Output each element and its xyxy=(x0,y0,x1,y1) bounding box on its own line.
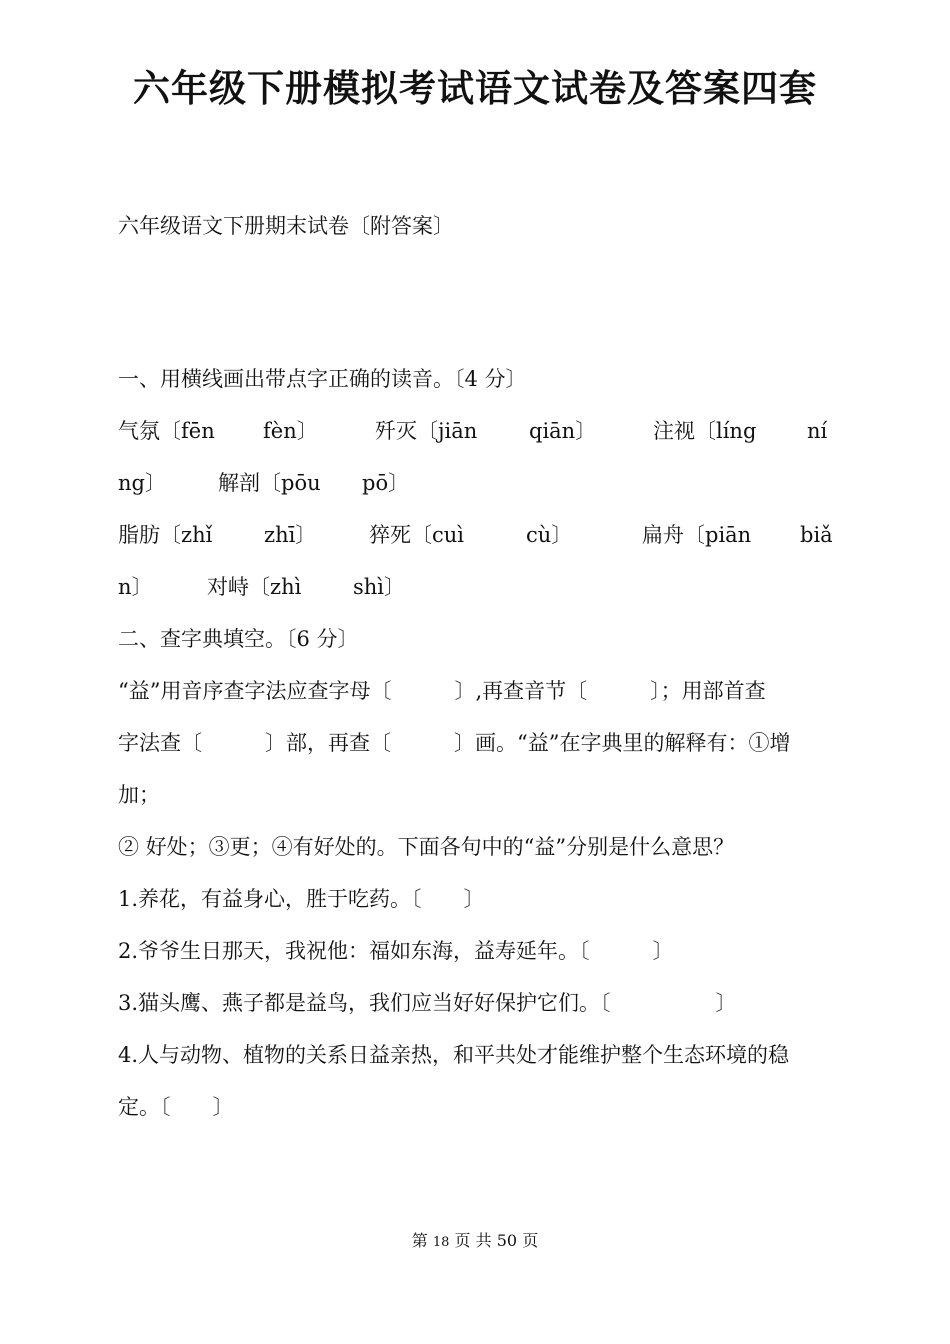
pinyin-option-zhi1: zhī〕 xyxy=(264,523,317,547)
section-1-heading: 一、用横线画出带点字正确的读音。〔4 分〕 xyxy=(118,367,527,391)
question-1: 1.养花，有益身心，胜于吃药。〔 〕 xyxy=(118,887,485,911)
paragraph-line: 加； xyxy=(118,783,160,807)
pinyin-continuation: n〕 xyxy=(118,575,153,599)
pinyin-item-jianmie: 歼灭〔jiān xyxy=(375,419,478,443)
document-subtitle: 六年级语文下册期末试卷〔附答案〕 xyxy=(118,214,454,238)
pinyin-item-zhifang: 脂肪〔zhǐ xyxy=(118,523,213,547)
pinyin-item-zhushi: 注视〔líng xyxy=(653,419,757,443)
question-4: 4.人与动物、植物的关系日益亲热，和平共处才能维护整个生态环境的稳 xyxy=(118,1043,790,1067)
pinyin-item-jiepou: 解剖〔pōu xyxy=(218,471,321,495)
pinyin-item-duizhi: 对峙〔zhì xyxy=(207,575,302,599)
pinyin-item-qifen: 气氛〔fēn xyxy=(118,419,215,443)
pinyin-option-cu: cù〕 xyxy=(526,523,573,547)
page-title: 六年级下册模拟考试语文试卷及答案四套 xyxy=(133,67,817,110)
page-number: 18 xyxy=(432,1235,450,1250)
question-3: 3.猫头鹰、燕子都是益鸟，我们应当好好保护它们。〔 〕 xyxy=(118,991,737,1015)
question-2: 2.爷爷生日那天，我祝他：福如东海，益寿延年。〔 〕 xyxy=(118,939,674,963)
pinyin-row-1 xyxy=(118,414,834,466)
page-total: 50 xyxy=(496,1231,518,1250)
pinyin-option-fen4: fèn〕 xyxy=(263,419,318,443)
pinyin-option-bian: biǎ xyxy=(800,523,833,547)
pinyin-row-3 xyxy=(118,518,834,570)
pinyin-option-qian: qiān〕 xyxy=(529,419,597,443)
section-2-heading: 二、查字典填空。〔6 分〕 xyxy=(118,627,359,651)
footer-prefix: 第 xyxy=(411,1231,428,1250)
question-4-continued: 定。〔 〕 xyxy=(118,1095,234,1119)
page-footer xyxy=(0,1228,950,1251)
paragraph-line: ② 好处；③更；④有好处的。下面各句中的“益”分别是什么意思？ xyxy=(118,835,735,859)
pinyin-option-ning: ní xyxy=(807,419,828,443)
pinyin-item-bianzhou: 扁舟〔piān xyxy=(642,523,752,547)
pinyin-item-cusi: 猝死〔cuì xyxy=(369,523,465,547)
paragraph-line: 字法查〔 〕部，再查〔 〕画。“益”在字典里的解释有：①增 xyxy=(118,731,791,755)
pinyin-continuation: ng〕 xyxy=(118,471,166,495)
footer-middle: 页 共 xyxy=(454,1231,492,1250)
pinyin-row-2 xyxy=(118,466,834,518)
pinyin-row-4 xyxy=(118,570,834,622)
pinyin-option-po: pō〕 xyxy=(362,471,410,495)
exam-content xyxy=(118,362,834,1142)
paragraph-line: “益”用音序查字法应查字母〔 〕,再查音节〔 〕；用部首查 xyxy=(118,679,766,703)
pinyin-option-shi: shì〕 xyxy=(353,575,406,599)
footer-suffix: 页 xyxy=(522,1231,539,1250)
